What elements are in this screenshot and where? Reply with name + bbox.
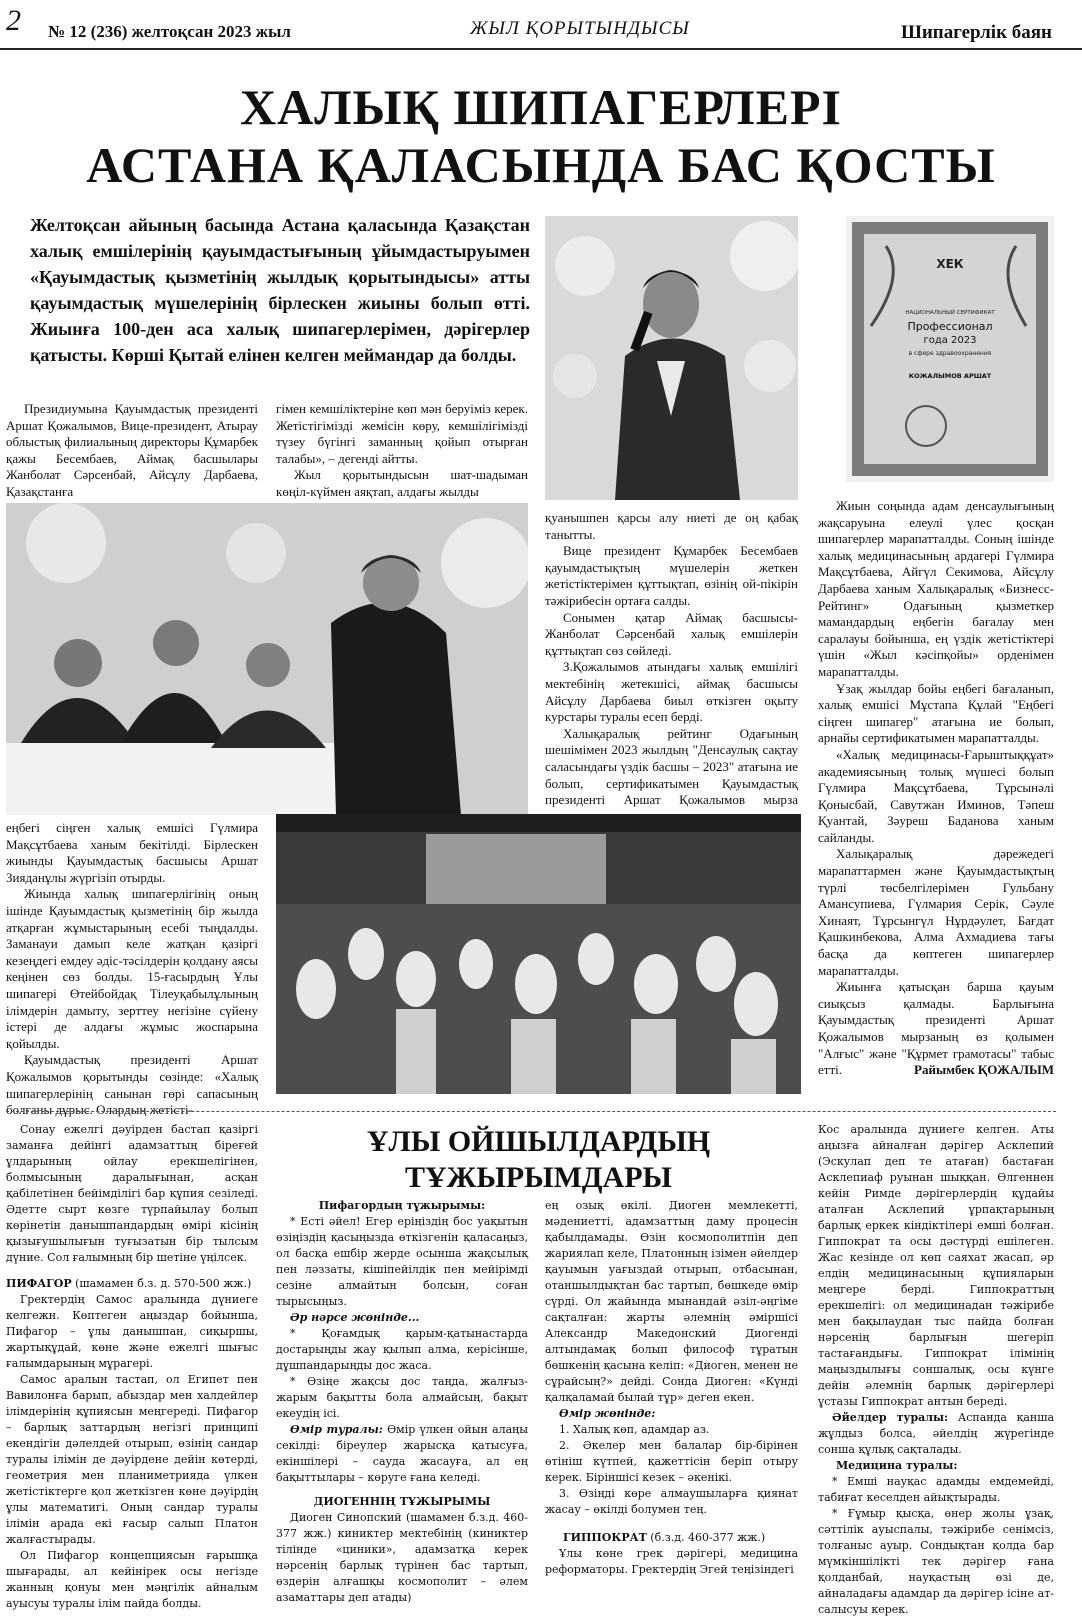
pythagoras-p2: Самос аралын тастап, ол Египет пен Вавилонға барып, абыздар мен халдейлер ілімдерінің құпиясын меңгереді. Пифагор – барлық заттардың негізгі принципі екендігін дәлелдей отырып, өзінің сандар туралы ілімін де дәуірдене дейін көтерді, геометрия мен планиметрияда үлкен жетістіктерге қол жеткізген көне дәуірдің ұлы математигі. Оның сандар туралы ілімін арада екі ғасыр салып Платон жалғастырады.: [6, 1373, 258, 1546]
article1-col4: [818, 498, 1054, 1079]
pythagoras-name: ПИФАГОР: [6, 1277, 72, 1290]
diogenes-life-3: 3. Өзіңді көре алмаушыларға қиянат жасау – өкілді болумен тең.: [545, 1487, 798, 1516]
article1-col3-p2: Вице президент Құмарбек Бесембаев қауымдастықтың мүшелерін жеткен жетістіктерімен құттықтап, өзінің ой-пікірін тәжірибесін ортаға салды.: [545, 543, 798, 608]
cert-line-1: НАЦИОНАЛЬНЫЙ СЕРТИФИКАТ: [905, 310, 995, 316]
article2-col2: [276, 1198, 528, 1606]
diogenes-p2: ең озық өкілі. Диоген мемлекетті, мәдениетті, адамзаттың даму процесін қабылдамады. Өзін космополитпін деп жариялап келе, Платонның ізімен әйелдер қауымын уағыздай отырып, отбасынан, отаншылдықтан бас тартып, бөшкеде өмір сүрді. Ол жайында мынандай әзіл-әңгіме сақталған: жарты әлемнің әміршісі Александр Македонский Диогенді алтындамақ болып философ тұратын бөшкенің қасына келіп: «Диоген, менен не сұрайсың?» дейді. Сонда Диоген: «Күнді қалқаламай былай тұр» деген екен.: [545, 1199, 798, 1404]
article1-col1-bottom-p1: еңбегі сіңген халық емшісі Гүлмира Мақсұтбаева ханым бекітілді. Бірлескен жиынды Қауымдастық басшысы Аршат Зияданұлы жүргізіп отырды.: [6, 820, 258, 885]
section-title: ЖЫЛ ҚОРЫТЫНДЫСЫ: [470, 18, 690, 39]
article1-col3-p5: Халықаралық рейтинг Одағының шешімімен 2023 жылдың "Денсаулық сақтау саласындағы үздік басшы – 2023" атағына ие болып, сертификатымен Қауымдастық президенті Аршат Қожалымов мырза: [545, 725, 798, 808]
photo-certificate: [846, 216, 1054, 482]
photo-speaker-man: [545, 216, 798, 500]
article1-col3: [545, 510, 798, 825]
paper-name: Шипагерлік баян: [900, 22, 1052, 43]
pythagoras-p3: Ол Пифагор концепциясын ғарышқа шығарады, ал кейінірек осы негізде жанның қонуы мен мәңгілік айналым ауысуы туралы ілім пайда болды.: [6, 1549, 258, 1610]
photo-woman-speaker-image: [6, 503, 528, 815]
pythagoras-heading: [6, 1276, 258, 1292]
cert-line-2: Профессионал: [907, 320, 993, 333]
diogenes-life-heading: Өмір жөнінде:: [559, 1407, 656, 1420]
article1-col3-p3: Сонымен қатар Аймақ басшысы-Жанболат Сәрсенбай халық емшілерін құттықтап сөз сөйледі.: [545, 609, 798, 658]
medicine-heading: Медицина туралы:: [836, 1459, 958, 1472]
article1-col1-top-text: Президиумына Қауымдастық президенті Аршат Қожалымов, Вице-президент, Атырау облыстық филиалының директоры Құмарбек қажы Бесембаев, Аймақ басшылары Жанболат Сәрсенбай, Айсұлу Дарбаева, Қазақстанға: [6, 401, 258, 499]
photo-certificate-image: [846, 216, 1054, 482]
article1-col1-bottom-p2: Жиында халық шипагерлігінің оның ішінде Қауымдастық қызметінің бір жылда атқарған жұмыстарының есебі тыңдалды. Заманауи дамып келе жатқан қазіргі кезеңдегі емдеу әдіс-тәсілдерін қолдану аясы кеңінен сөз болды. 15-ғасырдың Ұлы шипагері Өтейбойдақ Тілеуқабылұлының ілімдерін дамыту, зерттеу негізіне сүйену істері де алдағы жұмыс жоспарына қойылды.: [6, 886, 258, 1051]
pyth-view-2-heading: Әр нәрсе жөнінде...: [290, 1311, 420, 1324]
hippocrates-p1: Ұлы көне грек дәрігері, медицина реформаторы. Гректердің Эгей теңізіндегі: [545, 1547, 798, 1576]
article2-col1: [6, 1122, 258, 1612]
article1-col1-bottom-p3: Қауымдастық президенті Аршат Қожалымов қорытынды сөзінде: «Халық шипагерлерінің санынан гөрі сапасының болғаны дұрыс. Олардың жетісті-: [6, 1052, 258, 1118]
article2-title-line-2: ТҰЖЫРЫМДАРЫ: [405, 1161, 672, 1194]
article1-col3-p4: З.Қожалымов атындағы халық емшілігі мектебінің жетекшісі, аймақ басшысы Айсұлу Дарбаева биыл өткізген оқыту курстары туралы есеп берді.: [545, 659, 798, 725]
cert-line-3: года 2023: [923, 335, 977, 346]
photo-speaker-man-image: [545, 216, 798, 500]
cert-line-4: в сфере здравоохранения: [908, 350, 992, 357]
cert-name: КОЖАЛЫМОВ АРШАТ: [908, 372, 992, 380]
article2-title-line-1: ҰЛЫ ОЙШЫЛДАРДЫҢ: [366, 1125, 711, 1158]
pyth-view-1: * Есті әйел! Егер еріңіздің бос уақытын өзіңіздің қасыңызда өткізгенін қаласаңыз, ол басқа ешбір жерде осынша жақсылық пен ләззаты, кішіпейілдік пен мейірімді сезіне алмайтын болсын, соған тырысыңыз.: [276, 1215, 528, 1308]
pyth-view-2: * Қоғамдық қарым-қатынастарда достарыңды жау қылып алма, керісінше, дұшпандарыңды дос жаса.: [276, 1327, 528, 1372]
article1-col3-p1: қуанышпен қарсы алу ниеті де оң қабақ танытты.: [545, 510, 798, 542]
diogenes-p1: Диоген Синопский (шамамен б.з.д. 460-377 жж.) киниктер мектебінің (киниктер тілінде «циники», адамзатқа керек нәрсенің барлық түрінен бас тартып, өздерін алғашқы космополит – әлем азаматтары деп атады): [276, 1511, 528, 1604]
pyth-view-4-heading: Өмір туралы:: [290, 1423, 383, 1436]
page-number: 2: [6, 4, 21, 37]
diogenes-life-2: 2. Әкелер мен балалар бір-бірінен өтініш күтпей, қажеттісін беріп отыру керек. Біріншісі кезек – әкенікі.: [545, 1439, 798, 1484]
article2-col4: [818, 1122, 1054, 1618]
pythagoras-dates: (шамамен б.з. д. 570-500 жж.): [75, 1277, 252, 1290]
diogenes-life-1: 1. Халық көп, адамдар аз.: [559, 1423, 710, 1436]
photo-audience-image: [276, 814, 801, 1094]
article1-col4-p5: Жиынға қатысқан барша қауым сиықсыз қалмады. Барлығына Қауымдастық президенті Аршат Қожалымов мырзаның өз қолымен "Алғыс" және "Құрмет грамотасы" табыс етті.: [818, 979, 1054, 1078]
hippocrates-heading: [545, 1530, 798, 1546]
article1-col4-p4: Халықаралық дәрежедегі марапаттармен және Қауымдастықтың түрлі төсбелгілерімен Гульбану Амансупиева, Гүлмария Серік, Сәуле Хинаят, Тұрсынгүл Нұрдәулет, Бағдат Қашкинбекова, Алма Ахмадиева тағы басқа да көптеген шипагерлер марапатталды.: [818, 846, 1054, 978]
article1-col4-p1: Жиын соңында адам денсаулығының жақсаруына елеулі үлес қосқан шипагерлер марапатталды. Соның ішінде халық медицинасының ардагері Гүлмира Мақсұтбаева, Айгүл Секимова, Айсұлу Дарбаева ханым Халықаралық «Бизнесс-Рейтинг» Одағының қызметкер мамандардың еңбегін бағалау мен саралауы бойынша, ең үздік жетістіктері үшін «Жыл кәсіпқойы» орденімен марапатталды.: [818, 498, 1054, 679]
women-heading: Әйелдер туралы:: [832, 1411, 949, 1424]
photo-woman-speaker: [6, 503, 528, 815]
article1-col1-top: [6, 401, 258, 501]
article2-col3: [545, 1198, 798, 1578]
article-lead: Желтоқсан айының басында Астана қаласында Қазақстан халық емшілерінің қауымдастығының ұйымдастыруымен «Қауымдастық қызметінің жылдық қорытындысы» атты қауымдастық мүшелерінің бірлескен жиыны болып өтті. Жиынға 100-ден аса халық шипагерлерімен, дәрігерлер қатысты. Көрші Қытай елінен келген меймандар да болды.: [30, 215, 530, 365]
pyth-views-heading: Пифагордың тұжырымы:: [318, 1199, 486, 1212]
article1-col2-top-p2: Жыл қорытындысын шат-шадыман көңіл-күймен аяқтап, алдағы жылды: [276, 467, 528, 499]
pythagoras-p1: Гректердің Самос аралында дүниеге келгежн. Көптеген аңыздар бойынша, Пифагор – ұлы данышпан, сиқыршы, жартықұдай, көне және ежелгі шығыс ғалымдарының мұрагері.: [6, 1293, 258, 1370]
article2-intro: Сонау ежелгі дәуірден бастап қазіргі заманға дейінгі адамзаттың біреғей ұлдарының ойлау ерекшелігінен, болмысының даралығынан, асқан қабілетінен бейімділігі бар құпия сезіледі. Әдетте сырт көзге түрпайылау болып көрінетін данышпандардың өмірі кісінің қызығушылығын туғызатын бір тылсым дүние. Сол ғалымның бір шетіне үңілсек.: [6, 1123, 258, 1264]
hippocrates-name: ГИППОКРАТ: [563, 1531, 647, 1544]
pyth-view-4: [276, 1422, 528, 1486]
article-byline: Райымбек ҚОЖАЛЫМ: [914, 1062, 1054, 1077]
hippocrates-women: [818, 1410, 1054, 1458]
hippocrates-dates: (б.з.д. 460-377 жж.): [650, 1531, 766, 1544]
medicine-1: * Емші науқас адамды емдемейді, табиғат кеселден айықтырады.: [818, 1475, 1054, 1504]
hippocrates-p2: Кос аралында дүниеге келген. Аты аңызға айналған дәрігер Асклепий (Эскулап деп те атаған) бастаған Асклепиаф руынан шыққан. Өлгеннен кейін Римде дәрігерлердің құдайы аталған Асклепий ұрпақтарының барлық еркек кіндіктілері емші болған. Гиппократ та осы дәстүрді ешілеген. Жас кезінде ол көп саяхат жасап, әр елдің медицинасының құпияларын меңгере берді. Гиппократтың ерекшелігі: ол медицинадан тәжірибе мен бақылаудан тыс пайда болған нәрсенің барлығын шегеріп тастағандығы. Гиппократ ілімінің маңыздылығы соншалық, осы күнге дейін әлемнің барлық дәрігерлері ұстазы Гиппократ антын береді.: [818, 1123, 1054, 1408]
issue-info: № 12 (236) желтоқсан 2023 жыл: [48, 22, 291, 41]
headline-line-2: АСТАНА ҚАЛАСЫНДА БАС ҚОСТЫ: [86, 137, 996, 193]
article2-title: [276, 1124, 801, 1196]
article1-col1-bottom: [6, 820, 258, 1119]
cert-brand: ХЕК: [936, 257, 964, 271]
women-text: Аспанда қанша жұлдыз болса, әйелдің жүрегінде сонша құлық сақталады.: [818, 1411, 1054, 1456]
pyth-view-4-text: Өмір үлкен ойын алаңы секілді: біреулер жарысқа қатысуға, екіншілері – сауда жасауға, ал ең бақыттылары – көруге ғана келеді.: [276, 1423, 528, 1484]
article1-col2-top-p1: гімен кемшіліктеріне көп мән беруіміз керек. Жетістігімізді жемісін көру, кемшілігімізді түзеу бүгінгі заманның қойып отырған талабы», – дегенді айтты.: [276, 401, 528, 466]
photo-audience: [276, 814, 801, 1094]
article1-col4-p2: Ұзақ жылдар бойы еңбегі бағаланып, халық емшісі Мұстапа Құлай "Еңбегі сіңген шипагер" атағына ие болып, арнайы сертификатымен марапатталды.: [818, 680, 1054, 746]
pyth-view-3: * Өзіңе жақсы дос таңда, жалғыз-жарым бақытты бола алмайсың, бақыт екеудің ісі.: [276, 1375, 528, 1420]
article1-col4-p3: «Халық медицинасы-Ғарыштыққұат» академиясының толық мүшесі болып Гүлмира Мақсұтбаева, Тұрсынәлі Қонысбай, Савутжан Иминов, Тәпеш Қуантай, Зәуреш Баданова ханым сайланды.: [818, 746, 1054, 845]
medicine-2: * Ғұмыр қысқа, өнер жолы ұзақ, сәттілік ауыспалы, тәжірибе сенімсіз, толғаныс ауыр. Сондықтан қолда бар мүмкіншілікті тек дәрігер ғана қолданбай, науқастың өзі де, айналадағы адамдар да дәрігер ісіне ат-салысуы керек.: [818, 1507, 1054, 1616]
section-separator: [6, 1111, 1056, 1112]
article1-col2-top: [276, 401, 528, 501]
article-headline: [0, 78, 1082, 194]
diogenes-heading: ДИОГЕННІҢ ТҰЖЫРЫМЫ: [313, 1495, 491, 1508]
headline-line-1: ХАЛЫҚ ШИПАГЕРЛЕРІ: [240, 79, 842, 135]
